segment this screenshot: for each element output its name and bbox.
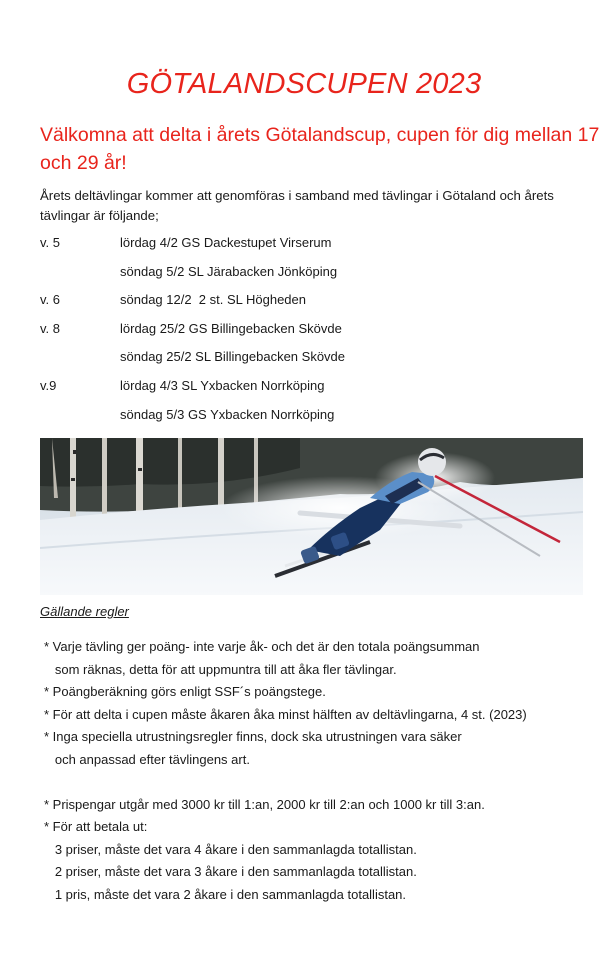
schedule-week: v.9 (40, 377, 57, 393)
schedule-event: söndag 25/2 SL Billingebacken Skövde (120, 349, 346, 365)
schedule-event: lördag 4/2 GS Dackestupet Virserum (120, 235, 332, 250)
schedule-event: söndag 5/2 SL Järabacken Jönköping (120, 263, 338, 279)
rule-line: * Poängberäkning görs enligt SSF´s poängstege. (44, 684, 326, 699)
schedule-row (40, 347, 580, 376)
rule-line: * Inga speciella utrustningsregler finns, dock ska utrustningen vara säker (44, 729, 462, 744)
schedule-row (40, 262, 580, 291)
slalom-skier-photo (40, 438, 583, 595)
welcome-text: Välkomna att delta i årets Götalandscup, cupen för dig mellan 17 och 29 år! (40, 124, 600, 174)
schedule-event: söndag 5/3 GS Yxbacken Norrköping (120, 406, 335, 422)
rules-list (44, 637, 584, 907)
intro-paragraph: Årets deltävlingar kommer att genomföras i samband med tävlingar i Götaland och årets tävlingar är följande; (40, 188, 554, 223)
schedule-row (40, 319, 580, 348)
rule-line: 3 priser, måste det vara 4 åkare i den sammanlagda totallistan. (44, 841, 417, 857)
rule-spacer (44, 772, 584, 795)
schedule-row (40, 405, 580, 434)
rule-line: * Prispengar utgår med 3000 kr till 1:an, 2000 kr till 2:an och 1000 kr till 3:an. (44, 796, 485, 812)
schedule-week: v. 8 (40, 320, 60, 336)
rule-line: 1 pris, måste det vara 2 åkare i den sammanlagda totallistan. (44, 886, 407, 902)
rule-line: * För att delta i cupen måste åkaren åka minst hälften av deltävlingarna, 4 st. (2023) (44, 706, 527, 722)
schedule-row (40, 290, 580, 319)
schedule-row (40, 233, 580, 262)
competition-schedule (40, 233, 580, 433)
rules-heading: Gällande regler (40, 604, 129, 619)
rule-line: * Varje tävling ger poäng- inte varje åk- och det är den totala poängsumman (44, 639, 480, 654)
rule-line: 2 priser, måste det vara 3 åkare i den sammanlagda totallistan. (44, 864, 417, 879)
schedule-event: lördag 25/2 GS Billingebacken Skövde (120, 320, 342, 336)
schedule-event: lördag 4/3 SL Yxbacken Norrköping (120, 377, 325, 393)
schedule-row (40, 376, 580, 405)
rule-line: och anpassad efter tävlingens art. (44, 751, 250, 767)
rule-line: * För att betala ut: (44, 819, 148, 834)
schedule-week: v. 6 (40, 292, 60, 308)
poster-title: GÖTALANDSCUPEN 2023 (126, 68, 482, 100)
rule-line: som räknas, detta för att uppmuntra till att åka fler tävlingar. (44, 661, 397, 677)
schedule-event: söndag 12/2 2 st. SL Högheden (120, 292, 306, 308)
schedule-week: v. 5 (40, 235, 60, 250)
